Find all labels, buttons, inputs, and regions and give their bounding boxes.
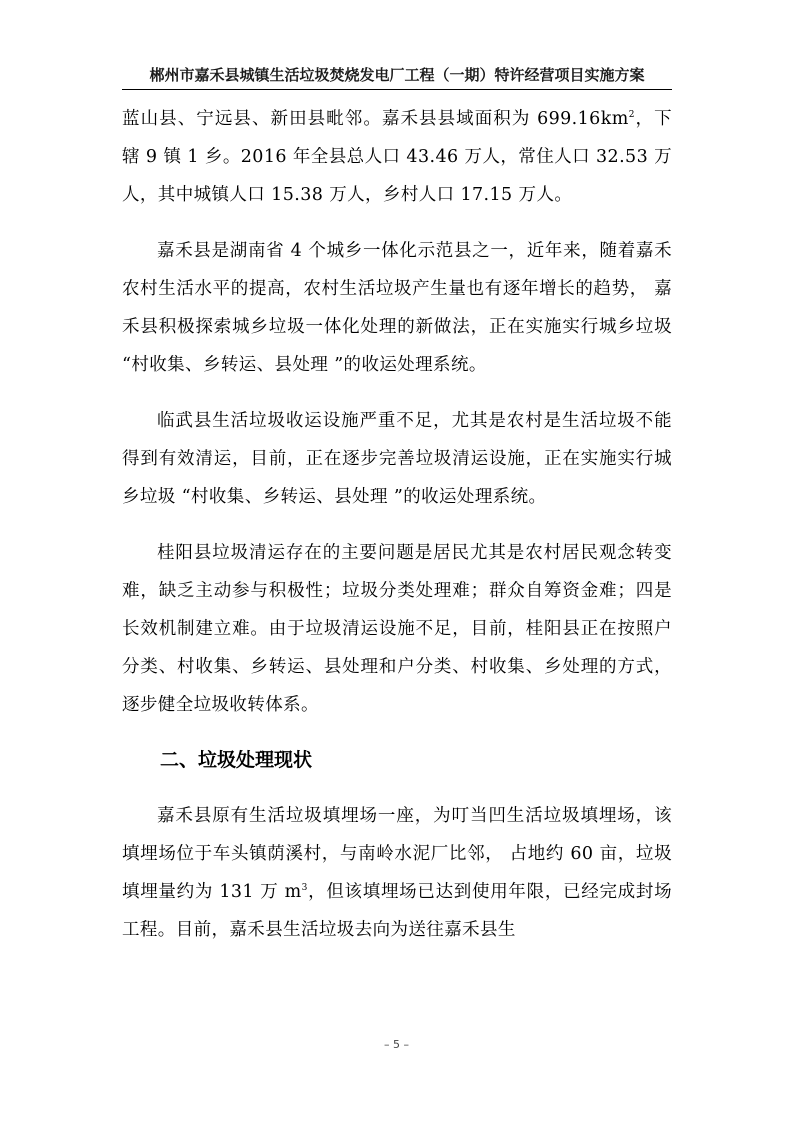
page-number: – 5 – xyxy=(384,1038,409,1051)
superscript-square: 2 xyxy=(628,110,635,121)
page-header-title: 郴州市嘉禾县城镇生活垃圾焚烧发电厂工程（一期）特许经营项目实施方案 xyxy=(149,66,645,84)
section-heading: 二、垃圾处理现状 xyxy=(160,749,313,771)
header-rule xyxy=(122,89,672,90)
document-body xyxy=(122,100,672,949)
paragraph-linwu-collection: 临武县生活垃圾收运设施严重不足，尤其是农村是生活垃圾不能得到有效清运，目前，正在逐步完善垃圾清运设施，正在实施实行城乡垃圾 “村收集、乡转运、县处理 ”的收运处理系统。 xyxy=(122,411,672,507)
paragraph-landfill-status xyxy=(122,797,672,949)
superscript-cubic: 3 xyxy=(301,883,308,894)
paragraph-landfill-status-text-b: ，但该填埋场已达到使用年限，已经完成封场工程。目前，嘉禾县生活垃圾去向为送往嘉禾县生 xyxy=(122,882,672,940)
paragraph-landfill-status-text-a: 嘉禾县原有生活垃圾填埋场一座，为叮当凹生活垃圾填埋场，该填埋场位于车头镇荫溪村，与南岭水泥厂比邻， 占地约 60 亩，垃圾填埋量约为 131 万 m xyxy=(122,806,672,902)
paragraph-guiyang-collection: 桂阳县垃圾清运存在的主要问题是居民尤其是农村居民观念转变难，缺乏主动参与积极性；垃圾分类处理难；群众自筹资金难；四是长效机制建立难。由于垃圾清运设施不足，目前，桂阳县正在按照户分类、村收集、乡转运、县处理和户分类、村收集、乡处理的方式，逐步健全垃圾收转体系。 xyxy=(122,543,672,715)
paragraph-county-overview-text-b: ，下辖 9 镇 1 乡。2016 年全县总人口 43.46 万人，常住人口 32.53 万人，其中城镇人口 15.38 万人，乡村人口 17.15 万人。 xyxy=(122,109,672,205)
paragraph-county-overview-text-a: 蓝山县、宁远县、新田县毗邻。嘉禾县县域面积为 699.16km xyxy=(122,109,629,129)
paragraph-county-overview xyxy=(122,100,672,214)
paragraph-jiahe-integration: 嘉禾县是湖南省 4 个城乡一体化示范县之一，近年来，随着嘉禾农村生活水平的提高，农村生活垃圾产生量也有逐年增长的趋势， 嘉禾县积极探索城乡垃圾一体化处理的新做法，正在实施实行城乡垃圾 “村收集、乡转运、县处理 ”的收运处理系统。 xyxy=(122,241,672,375)
